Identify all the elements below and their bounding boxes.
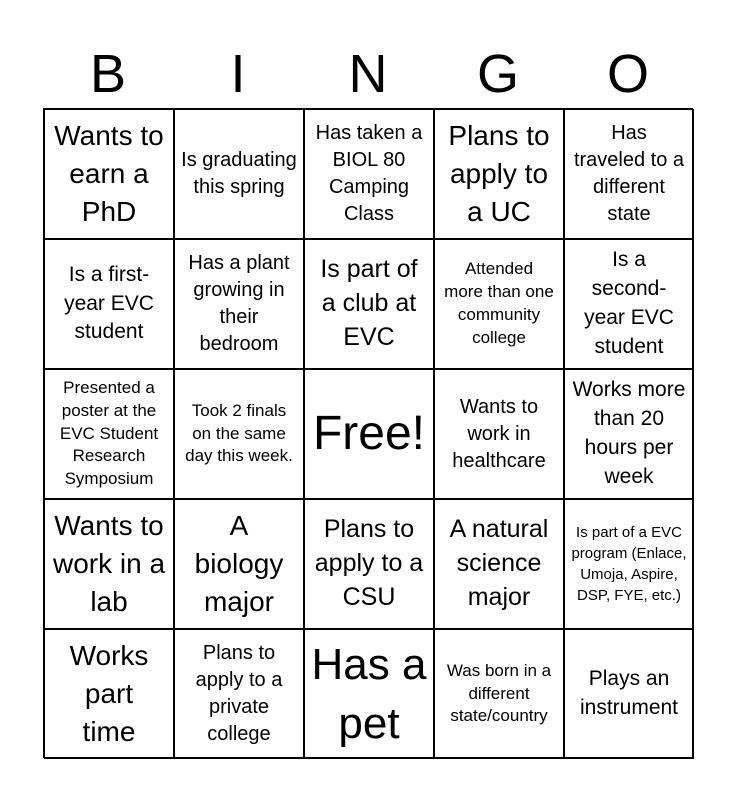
bingo-cell[interactable] [564, 369, 694, 499]
bingo-cell[interactable] [44, 499, 174, 629]
cell-text: Is part of a EVC program (Enlace, Umoja, Aspire, DSP, FYE, etc.) [571, 524, 687, 604]
header-letter-o: O [606, 44, 649, 104]
cell-text: Has traveled to a different state [573, 122, 685, 225]
cell-text: Is part of a club at EVC [320, 255, 418, 351]
cell-text: Has a plant growing in their bedroom [188, 252, 290, 355]
cell-text: Plans to apply to a private college [195, 642, 283, 745]
cell-text: Is a second-year EVC student [584, 248, 674, 358]
cell-text: Wants to work in healthcare [452, 395, 546, 472]
cell-text: Has a pet [311, 639, 427, 748]
bingo-cell[interactable] [564, 629, 694, 759]
header-letter-g: G [476, 44, 519, 104]
cell-text: Works more than 20 hours per week [572, 378, 686, 488]
bingo-cell[interactable] [304, 499, 434, 629]
bingo-cell[interactable] [174, 369, 304, 499]
bingo-cell-free[interactable] [304, 369, 434, 499]
bingo-cell[interactable] [304, 239, 434, 369]
cell-text: Wants to work in a lab [52, 510, 166, 617]
cell-text: Took 2 finals on the same day this week. [185, 400, 293, 466]
bingo-cell[interactable] [434, 629, 564, 759]
cell-text: Wants to earn a PhD [54, 120, 164, 227]
free-space-label: Free! [312, 406, 426, 460]
bingo-cell[interactable] [434, 109, 564, 239]
bingo-cell[interactable] [44, 109, 174, 239]
bingo-cell[interactable] [44, 629, 174, 759]
bingo-cell[interactable] [174, 499, 304, 629]
cell-text: Is graduating this spring [181, 149, 297, 198]
bingo-cell[interactable] [174, 629, 304, 759]
cell-text: Attended more than one community college [444, 259, 554, 347]
bingo-card-grid [43, 108, 693, 758]
bingo-cell[interactable] [174, 239, 304, 369]
cell-text: Has taken a BIOL 80 Camping Class [315, 122, 423, 225]
bingo-cell[interactable] [304, 109, 434, 239]
bingo-cell[interactable] [434, 369, 564, 499]
bingo-cell[interactable] [44, 369, 174, 499]
cell-text: Was born in a different state/country [446, 660, 552, 726]
header-letter-i: I [230, 44, 246, 104]
bingo-cell[interactable] [564, 239, 694, 369]
cell-text: Plans to apply to a UC [448, 120, 550, 227]
cell-text: A natural science major [449, 515, 549, 611]
cell-text: Plays an instrument [579, 667, 679, 719]
bingo-cell[interactable] [304, 629, 434, 759]
bingo-cell[interactable] [434, 499, 564, 629]
bingo-header [43, 40, 693, 108]
cell-text: Is a first-year EVC student [64, 262, 154, 344]
bingo-cell[interactable] [174, 109, 304, 239]
bingo-cell[interactable] [564, 109, 694, 239]
bingo-cell[interactable] [44, 239, 174, 369]
bingo-cell[interactable] [564, 499, 694, 629]
cell-text: A biology major [194, 510, 284, 617]
cell-text: Plans to apply to a CSU [314, 515, 424, 611]
cell-text: Presented a poster at the EVC Student Research Symposium [59, 377, 159, 489]
cell-text: Works part time [69, 640, 149, 747]
header-letter-n: N [348, 44, 388, 104]
bingo-cell[interactable] [434, 239, 564, 369]
header-letter-b: B [89, 44, 127, 104]
